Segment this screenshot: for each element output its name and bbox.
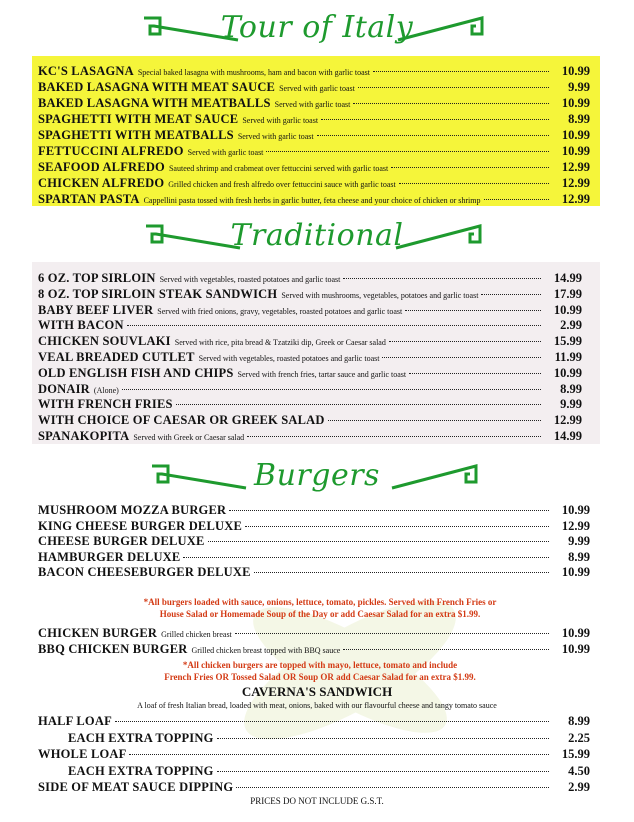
item-name: BBQ CHICKEN BURGER — [38, 642, 188, 656]
menu-item-row — [38, 381, 582, 397]
burgers-note — [60, 596, 580, 620]
item-price: 10.99 — [553, 365, 582, 380]
menu-item-row — [38, 143, 590, 159]
item-name: SEAFOOD ALFREDO — [38, 160, 165, 174]
item-price: 10.99 — [561, 626, 590, 640]
menu-item-row — [38, 191, 590, 207]
chicken-burgers-note — [60, 659, 580, 683]
item-name: BACON CHEESEBURGER DELUXE — [38, 565, 251, 579]
item-price: 11.99 — [554, 350, 582, 364]
item-name: KC'S LASAGNA — [38, 64, 134, 78]
leader-dots — [129, 754, 549, 755]
item-name: HAMBURGER DELUXE — [38, 549, 181, 564]
item-description: Served with fried onions, gravy, vegetables, roasted potatoes and garlic toast — [157, 306, 403, 316]
section-title: Tour of Italy — [220, 10, 414, 45]
leader-dots — [245, 526, 549, 527]
leader-dots — [399, 183, 549, 184]
item-description: Grilled chicken breast — [161, 630, 232, 639]
item-price: 17.99 — [553, 286, 582, 301]
leader-dots — [343, 649, 549, 650]
item-description: Served with garlic toast — [274, 100, 351, 109]
menu-item-row — [38, 95, 590, 111]
leader-dots — [247, 436, 541, 437]
item-name: BAKED LASAGNA WITH MEAT SAUCE — [38, 80, 276, 94]
menu-item-row — [38, 549, 590, 565]
item-price: 10.99 — [561, 565, 590, 579]
note-line: House Salad or Homemade Soup of the Day or add Caesar Salad for an extra $1.99. — [159, 609, 481, 619]
item-name: MUSHROOM MOZZA BURGER — [38, 503, 227, 517]
menu-item-row — [38, 564, 590, 580]
menu-item-row — [38, 79, 590, 95]
item-name: CHICKEN BURGER — [38, 626, 158, 640]
item-name: EACH EXTRA TOPPING — [68, 763, 214, 778]
item-price: 10.99 — [561, 642, 590, 656]
menu-item-row — [38, 302, 582, 318]
item-price: 9.99 — [560, 397, 582, 412]
leader-dots — [353, 103, 549, 104]
menu-item-row — [38, 713, 590, 729]
item-price: 12.99 — [553, 413, 582, 428]
leader-dots — [229, 510, 549, 511]
item-price: 10.99 — [553, 302, 582, 317]
menu-item-row — [38, 270, 582, 286]
item-description: Grilled chicken and fresh alfredo over fettuccini sauce with garlic toast — [168, 180, 396, 189]
item-description: Served with french fries, tartar sauce and garlic toast — [237, 369, 407, 379]
item-price: 12.99 — [561, 518, 590, 533]
caverna-title: CAVERNA'S SANDWICH — [241, 684, 393, 699]
note-line: French Fries OR Tossed Salad OR Soup OR add Caesar Salad for an extra $1.99. — [164, 672, 476, 682]
caverna-description: A loaf of fresh Italian bread, loaded with meat, onions, baked with our flavourful cheese and tangy tomato sauce — [137, 701, 497, 710]
leader-dots — [409, 373, 541, 374]
leader-dots — [405, 310, 541, 311]
item-name: CHICKEN SOUVLAKI — [38, 334, 171, 349]
burgers-heading — [0, 456, 634, 496]
leader-dots — [217, 771, 549, 772]
item-description: Served with garlic toast — [187, 148, 264, 157]
tax-footer: PRICES DO NOT INCLUDE G.S.T. — [250, 796, 384, 806]
leader-dots — [176, 404, 541, 405]
item-name: BABY BEEF LIVER — [38, 302, 154, 317]
leader-dots — [183, 557, 549, 558]
menu-item-row — [38, 286, 582, 302]
item-name: OLD ENGLISH FISH AND CHIPS — [38, 365, 234, 380]
item-description: Served with garlic toast — [242, 116, 319, 125]
greek-key-right-icon — [382, 460, 492, 492]
item-name: 6 OZ. TOP SIRLOIN — [38, 271, 156, 285]
item-price: 15.99 — [553, 334, 582, 349]
item-price: 10.99 — [561, 503, 590, 517]
menu-item-row — [38, 746, 590, 762]
item-price: 10.99 — [561, 144, 590, 158]
item-description: Served with mushrooms, vegetables, potatoes and garlic toast — [281, 290, 479, 300]
leader-dots — [484, 199, 550, 200]
item-price: 10.99 — [561, 128, 590, 142]
menu-item-row — [38, 396, 582, 412]
item-name: HALF LOAF — [38, 714, 112, 728]
menu-item-row — [38, 779, 590, 795]
menu-item-row — [38, 428, 582, 444]
leader-dots — [217, 738, 549, 739]
note-line: *All burgers loaded with sauce, onions, lettuce, tomato, pickles. Served with French Fries or — [143, 597, 497, 607]
item-price: 2.25 — [568, 730, 590, 745]
item-price: 9.99 — [568, 534, 590, 548]
item-name: DONAIR — [38, 381, 90, 396]
leader-dots — [389, 341, 541, 342]
item-name: WITH FRENCH FRIES — [38, 397, 173, 412]
menu-item-row — [38, 412, 582, 428]
item-description: Grilled chicken breast topped with BBQ sauce — [191, 646, 341, 655]
item-description: Served with vegetables, roasted potatoes and garlic toast — [198, 354, 380, 363]
menu-item-row — [38, 641, 590, 657]
tour-heading — [0, 8, 634, 48]
item-name: WITH BACON — [38, 318, 124, 333]
leader-dots — [235, 633, 549, 634]
menu-item-row — [38, 175, 590, 191]
item-price: 14.99 — [553, 429, 582, 443]
item-price: 4.50 — [568, 763, 590, 778]
item-price: 12.99 — [561, 192, 590, 206]
menu-item-row — [38, 317, 582, 333]
item-name: VEAL BREADED CUTLET — [38, 350, 195, 364]
greek-key-right-icon — [386, 220, 496, 252]
item-price: 9.99 — [568, 80, 590, 94]
item-price: 12.99 — [561, 176, 590, 190]
item-name: EACH EXTRA TOPPING — [68, 730, 214, 745]
item-price: 2.99 — [568, 780, 590, 794]
item-name: BAKED LASAGNA WITH MEATBALLS — [38, 96, 271, 110]
leader-dots — [115, 721, 549, 722]
item-name: WITH CHOICE OF CAESAR OR GREEK SALAD — [38, 413, 325, 428]
leader-dots — [328, 420, 541, 421]
leader-dots — [127, 325, 541, 326]
item-price: 8.99 — [560, 381, 582, 396]
leader-dots — [254, 572, 549, 573]
menu-item-row — [38, 502, 590, 518]
leader-dots — [343, 278, 541, 279]
leader-dots — [391, 167, 549, 168]
item-name: FETTUCCINI ALFREDO — [38, 144, 184, 158]
item-price: 14.99 — [553, 271, 582, 285]
leader-dots — [122, 389, 541, 390]
menu-item-row — [38, 111, 590, 127]
leader-dots — [358, 87, 549, 88]
item-price: 8.99 — [568, 714, 590, 728]
item-name: KING CHEESE BURGER DELUXE — [38, 518, 242, 533]
menu-item-row — [38, 63, 590, 79]
leader-dots — [321, 119, 549, 120]
menu-item-row — [38, 625, 590, 641]
section-title: Burgers — [254, 458, 380, 493]
menu-item-row — [38, 127, 590, 143]
item-description: Served with garlic toast — [237, 132, 314, 141]
item-name: 8 OZ. TOP SIRLOIN STEAK SANDWICH — [38, 286, 278, 301]
greek-key-right-icon — [388, 12, 498, 44]
item-description: Served with rice, pita bread & Tzatziki dip, Greek or Caesar salad — [174, 338, 386, 348]
item-name: SPANAKOPITA — [38, 429, 130, 443]
leader-dots — [373, 71, 549, 72]
item-price: 10.99 — [561, 64, 590, 78]
leader-dots — [317, 135, 549, 136]
item-price: 10.99 — [561, 96, 590, 110]
note-line: *All chicken burgers are topped with mayo, lettuce, tomato and include — [182, 660, 458, 670]
leader-dots — [266, 151, 549, 152]
item-name: WHOLE LOAF — [38, 747, 127, 761]
item-description: (Alone) — [93, 385, 119, 395]
menu-item-row — [38, 333, 582, 349]
section-title: Traditional — [230, 218, 404, 253]
item-name: CHEESE BURGER DELUXE — [38, 534, 205, 548]
menu-item-row — [38, 349, 582, 365]
item-price: 8.99 — [568, 549, 590, 564]
leader-dots — [208, 541, 549, 542]
leader-dots — [481, 294, 541, 295]
traditional-heading — [0, 216, 634, 256]
item-price: 15.99 — [561, 747, 590, 761]
item-name: SPARTAN PASTA — [38, 192, 140, 206]
menu-item-row — [38, 365, 582, 381]
item-price: 12.99 — [561, 160, 590, 174]
item-description: Cappellini pasta tossed with fresh herbs in garlic butter, feta cheese and your choice of chicken or shrimp — [143, 196, 481, 205]
item-price: 2.99 — [560, 318, 582, 333]
item-description: Sauteed shrimp and crabmeat over fettuccini served with garlic toast — [168, 164, 389, 173]
leader-dots — [382, 357, 541, 358]
item-name: SPAGHETTI WITH MEATBALLS — [38, 128, 234, 142]
leader-dots — [236, 787, 549, 788]
menu-item-row — [38, 533, 590, 549]
item-name: CHICKEN ALFREDO — [38, 176, 165, 190]
item-description: Special baked lasagna with mushrooms, ham and bacon with garlic toast — [137, 68, 370, 77]
item-name: SIDE OF MEAT SAUCE DIPPING — [38, 780, 234, 794]
item-description: Served with garlic toast — [279, 84, 355, 93]
item-description: Served with vegetables, roasted potatoes and garlic toast — [159, 275, 341, 284]
item-description: Served with Greek or Caesar salad — [133, 433, 245, 442]
menu-item-row — [38, 518, 590, 534]
menu-item-row — [68, 730, 590, 746]
item-price: 8.99 — [568, 112, 590, 126]
menu-item-row — [68, 763, 590, 779]
item-name: SPAGHETTI WITH MEAT SAUCE — [38, 112, 239, 126]
menu-item-row — [38, 159, 590, 175]
